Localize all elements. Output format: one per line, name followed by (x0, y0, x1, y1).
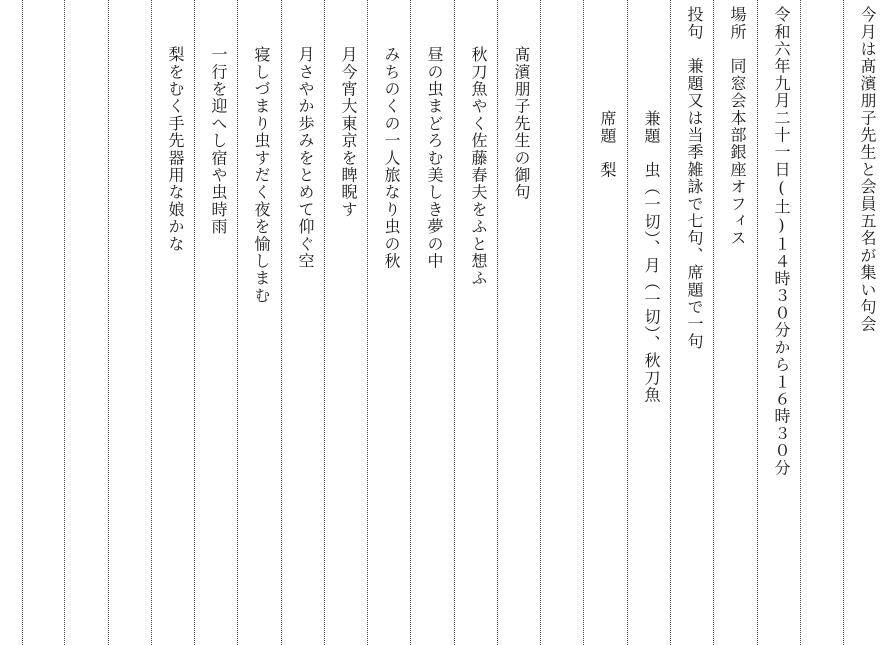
venue-line: 場所 同窓会本部銀座オフィス (728, 6, 747, 247)
haiku-line: 梨をむく手先器用な娘かな (166, 46, 185, 253)
haiku-line: 月今宵大東京を睥睨す (339, 46, 358, 218)
kendai-line: 兼題 虫（一切）、月（一切）、秋刀魚 (642, 110, 661, 404)
haiku-line: みちのくの一人旅なり虫の秋 (382, 46, 401, 270)
haiku-line: 昼の虫まどろむ美しき夢の中 (425, 46, 444, 270)
date-line: 令和六年九月二十一日(土)１４時３０分から１６時３０分 (772, 6, 791, 477)
intro-line: 今月は髙濱朋子先生と会員五名が集い句会 (858, 6, 877, 333)
haiku-line: 月さやか歩みをとめて仰ぐ空 (296, 46, 315, 270)
blank-line (24, 0, 66, 645)
haiku-line: 寝しづまり虫すだく夜を愉しまむ (252, 46, 271, 304)
ruled-line (22, 0, 23, 645)
blank-line (67, 0, 109, 645)
haiku-line: 一行を迎へし宿や虫時雨 (209, 46, 228, 236)
sekidai-line: 席題 梨 (598, 110, 617, 179)
haiku-line: 秋刀魚やく佐藤春夫をふと想ふ (469, 46, 488, 287)
ruled-line (843, 0, 844, 645)
submission-line: 投句 兼題又は当季雑詠で七句、席題で一句 (685, 6, 704, 350)
haiku-heading: 髙濱朋子先生の御句 (512, 46, 531, 201)
blank-line (543, 0, 585, 645)
blank-line (111, 0, 153, 645)
